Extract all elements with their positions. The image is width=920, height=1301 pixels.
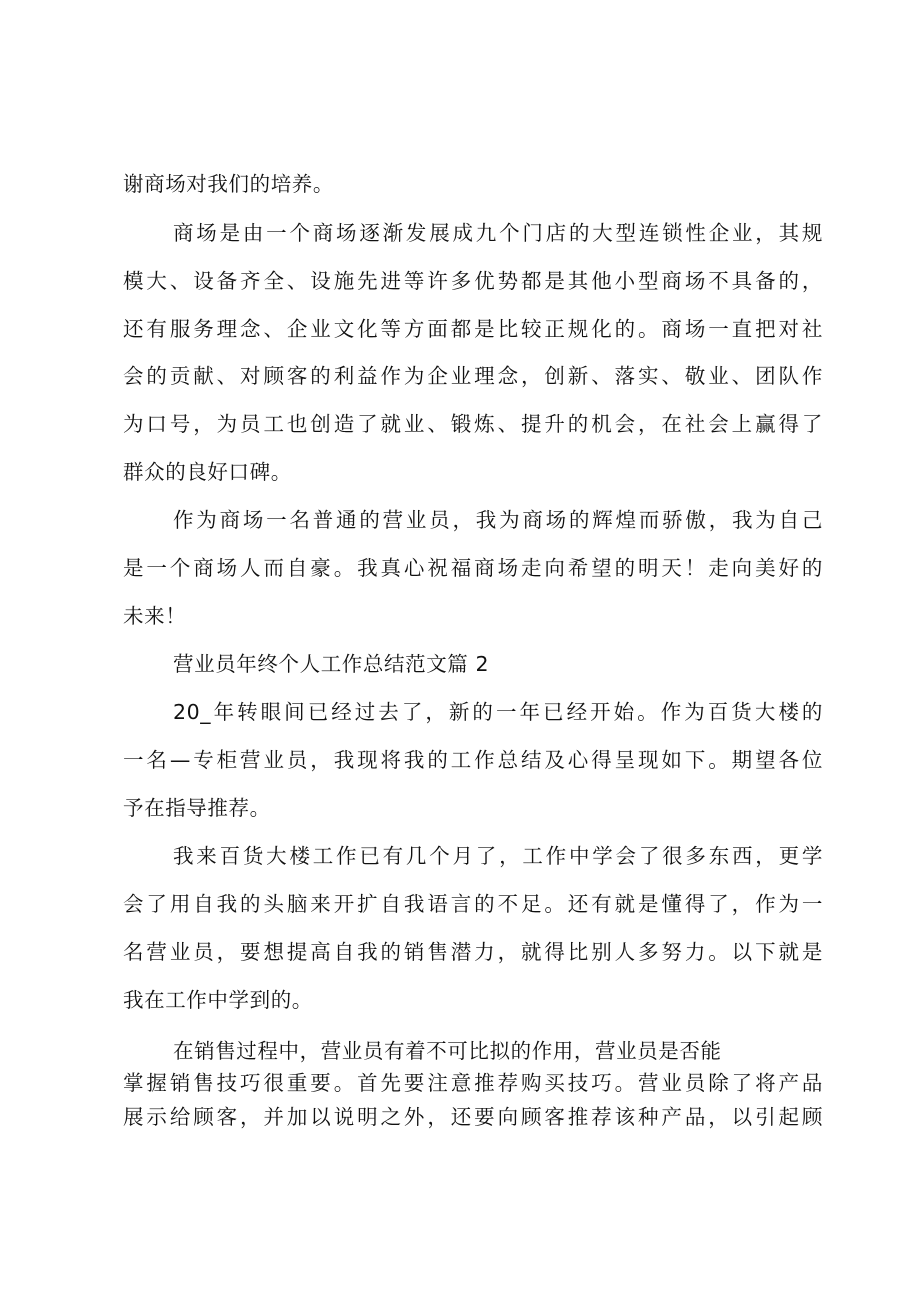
text-line: 掌握销售技巧很重要。首先要注意推荐购买技巧。营业员除了将产品: [123, 1071, 823, 1095]
text-line: 20_年转眼间已经过去了，新的一年已经开始。作为百货大楼的: [173, 700, 823, 724]
text-line: 在销售过程中，营业员有着不可比拟的作用，营业员是否能: [173, 1039, 722, 1063]
text-line: 作为商场一名普通的营业员，我为商场的辉煌而骄傲，我为自己: [173, 508, 823, 532]
text-line: 群众的良好口碑。: [123, 460, 292, 484]
text-line: 还有服务理念、企业文化等方面都是比较正规化的。商场一直把对社: [123, 317, 823, 341]
text-line: 未来！: [123, 604, 187, 628]
text-line: 是一个商场人而自豪。我真心祝福商场走向希望的明天！走向美好的: [123, 556, 823, 580]
text-line: 展示给顾客，并加以说明之外，还要向顾客推荐该种产品，以引起顾: [123, 1105, 823, 1129]
text-line: 予在指导推荐。: [123, 796, 271, 820]
text-line: 会了用自我的头脑来开扩自我语言的不足。还有就是懂得了，作为一: [123, 892, 823, 916]
text-line: 一名—专柜营业员，我现将我的工作总结及心得呈现如下。期望各位: [123, 748, 823, 772]
text-line: 会的贡献、对顾客的利益作为企业理念，创新、落实、敬业、团队作: [123, 364, 823, 388]
section-heading: 营业员年终个人工作总结范文篇 2: [173, 652, 490, 676]
text-line: 模大、设备齐全、设施先进等许多优势都是其他小型商场不具备的，: [123, 269, 823, 293]
text-line: 商场是由一个商场逐渐发展成九个门店的大型连锁性企业，其规: [173, 221, 823, 245]
text-line: 为口号，为员工也创造了就业、锻炼、提升的机会，在社会上赢得了: [123, 412, 823, 436]
text-line: 我来百货大楼工作已有几个月了，工作中学会了很多东西，更学: [173, 844, 823, 868]
text-line: 谢商场对我们的培养。: [123, 172, 334, 196]
text-line: 我在工作中学到的。: [123, 988, 313, 1012]
text-line: 名营业员，要想提高自我的销售潜力，就得比别人多努力。以下就是: [123, 940, 823, 964]
